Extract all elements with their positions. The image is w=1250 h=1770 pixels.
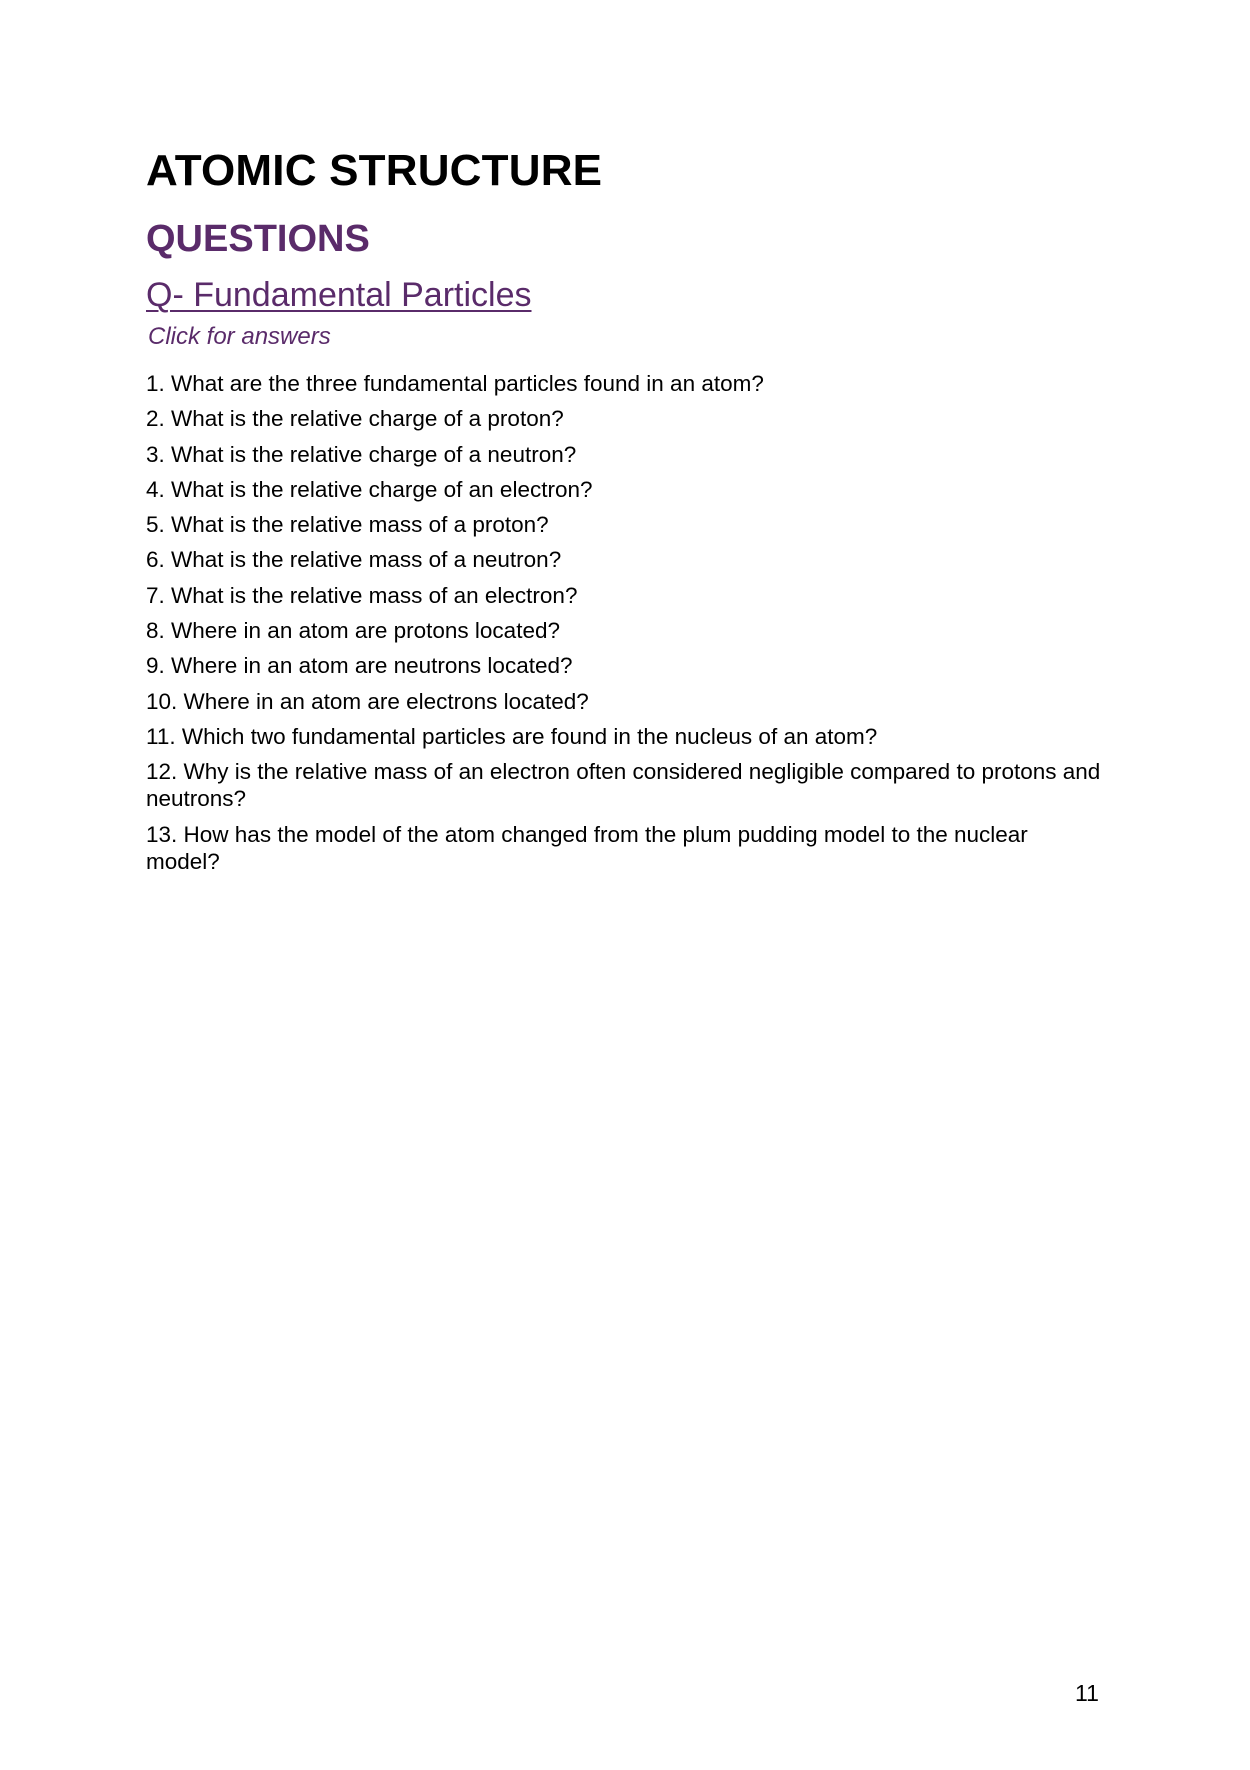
question-item: 4. What is the relative charge of an electron? (146, 476, 593, 502)
question-item: 13. How has the model of the atom changed from the plum pudding model to the nuclear model? (146, 821, 1028, 874)
page-number: 11 (1075, 1680, 1099, 1706)
question-item: 10. Where in an atom are electrons located? (146, 688, 589, 714)
question-item: 6. What is the relative mass of a neutron? (146, 547, 562, 573)
question-item: 12. Why is the relative mass of an electron often considered negligible compared to protons and neutrons? (146, 759, 1101, 812)
question-item: 2. What is the relative charge of a proton? (146, 406, 564, 432)
question-item: 9. Where in an atom are neutrons located? (146, 653, 573, 679)
question-item: 8. Where in an atom are protons located? (146, 618, 560, 644)
document-title: ATOMIC STRUCTURE (146, 146, 603, 195)
answers-link[interactable]: Click for answers (148, 323, 331, 350)
section-title: QUESTIONS (146, 218, 370, 260)
question-item: 7. What is the relative mass of an electron? (146, 582, 578, 608)
question-item: 5. What is the relative mass of a proton? (146, 512, 549, 538)
question-item: 1. What are the three fundamental particles found in an atom? (146, 371, 764, 396)
question-item: 3. What is the relative charge of a neutron? (146, 441, 577, 467)
question-item: 11. Which two fundamental particles are found in the nucleus of an atom? (146, 723, 878, 749)
question-list (146, 370, 1106, 883)
topic-link[interactable]: Q- Fundamental Particles (146, 276, 532, 314)
document-page (146, 0, 1106, 1770)
